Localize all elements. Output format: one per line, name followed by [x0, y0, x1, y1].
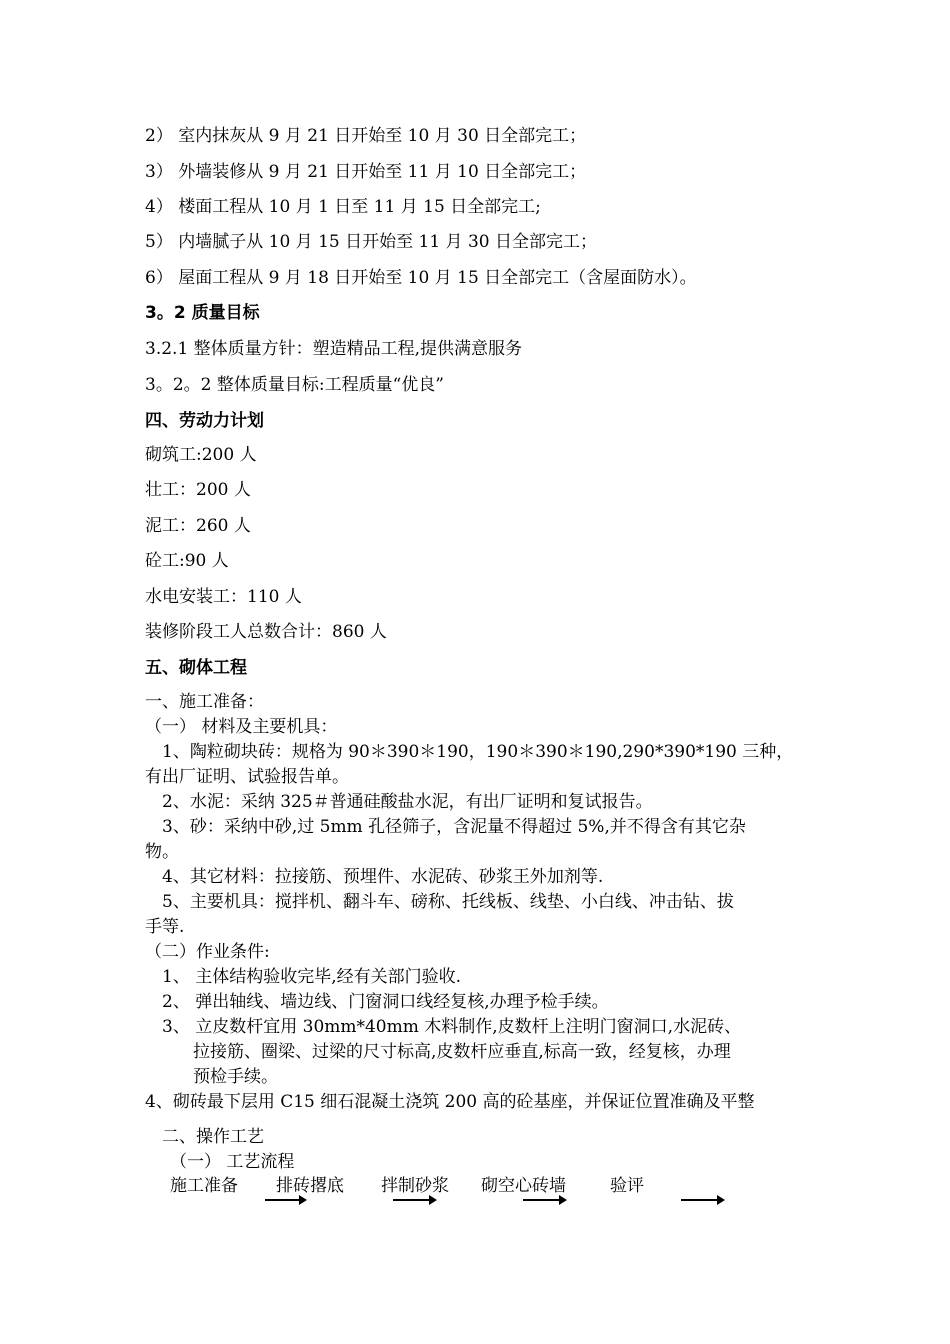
condition-item: 3、 立皮数杆宜用 30mm*40mm 木料制作,皮数杆上注明门窗洞口,水泥砖、 [162, 1017, 742, 1037]
flow-step: 砌空心砖墙 [481, 1176, 566, 1196]
condition-item-cont: 拉接筋、圈梁、过梁的尺寸标高,皮数杆应垂直,标高一致，经复核，办理 [193, 1042, 731, 1062]
flow-arrow-icon [265, 1199, 305, 1201]
conditions-heading: （二）作业条件: [145, 942, 270, 962]
flow-step: 拌制砂浆 [381, 1176, 449, 1196]
labor-item: 泥工：260 人 [145, 516, 251, 536]
condition-item-cont: 预检手续。 [193, 1067, 278, 1087]
quality-policy: 3.2.1 整体质量方针：塑造精品工程,提供满意服务 [145, 339, 523, 359]
flow-step: 施工准备 [170, 1176, 238, 1196]
flow-heading: （一） 工艺流程 [170, 1152, 295, 1172]
labor-item: 砼工:90 人 [145, 551, 229, 571]
schedule-item-4: 4） 楼面工程从 10 月 1 日至 11 月 15 日全部完工; [145, 197, 541, 217]
material-item-cont: 手等. [145, 917, 185, 937]
condition-item: 1、 主体结构验收完毕,经有关部门验收. [162, 967, 462, 987]
flow-step: 排砖撂底 [276, 1176, 344, 1196]
labor-item: 水电安装工：110 人 [145, 587, 302, 607]
material-item: 5、主要机具：搅拌机、翻斗车、磅称、托线板、线垫、小白线、冲击钻、拔 [162, 892, 734, 912]
prep-heading: 一、施工准备： [145, 692, 264, 712]
labor-total: 装修阶段工人总数合计：860 人 [145, 622, 387, 642]
material-item-cont: 物。 [145, 842, 179, 862]
masonry-heading: 五、砌体工程 [145, 658, 247, 678]
schedule-item-2: 2） 室内抹灰从 9 月 21 日开始至 10 月 30 日全部完工； [145, 126, 587, 146]
condition-item: 2、 弹出轴线、墙边线、门窗洞口线经复核,办理予检手续。 [162, 992, 609, 1012]
condition-item-4: 4、砌砖最下层用 C15 细石混凝土浇筑 200 高的砼基座，并保证位置准确及平整 [145, 1092, 755, 1112]
flow-arrow-icon [393, 1199, 435, 1201]
flow-arrow-icon [681, 1199, 723, 1201]
material-item: 2、水泥：采纳 325＃普通硅酸盐水泥，有出厂证明和复试报告。 [162, 792, 653, 812]
quality-heading: 3。2 质量目标 [145, 303, 260, 323]
labor-item: 壮工：200 人 [145, 480, 251, 500]
schedule-item-5: 5） 内墙腻子从 10 月 15 日开始至 11 月 30 日全部完工； [145, 232, 597, 252]
material-item: 4、其它材料：拉接筋、预埋件、水泥砖、砂浆王外加剂等. [162, 867, 604, 887]
material-item: 1、陶粒砌块砖：规格为 90＊390＊190，190＊390＊190,290*390*190 三种， [162, 742, 794, 762]
process-heading: 二、操作工艺 [162, 1127, 264, 1147]
material-item-cont: 有出厂证明、试验报告单。 [145, 767, 349, 787]
flow-step: 验评 [610, 1176, 644, 1196]
schedule-item-3: 3） 外墙装修从 9 月 21 日开始至 11 月 10 日全部完工； [145, 162, 587, 182]
flow-arrow-icon [523, 1199, 565, 1201]
labor-item: 砌筑工:200 人 [145, 445, 257, 465]
materials-heading: （一） 材料及主要机具： [145, 717, 338, 737]
labor-heading: 四、劳动力计划 [145, 411, 264, 431]
schedule-item-6: 6） 屋面工程从 9 月 18 日开始至 10 月 15 日全部完工（含屋面防水）。 [145, 268, 697, 288]
quality-goal: 3。2。2 整体质量目标:工程质量“优良” [145, 375, 444, 395]
material-item: 3、砂：采纳中砂,过 5mm 孔径筛子，含泥量不得超过 5%,并不得含有其它杂 [162, 817, 746, 837]
